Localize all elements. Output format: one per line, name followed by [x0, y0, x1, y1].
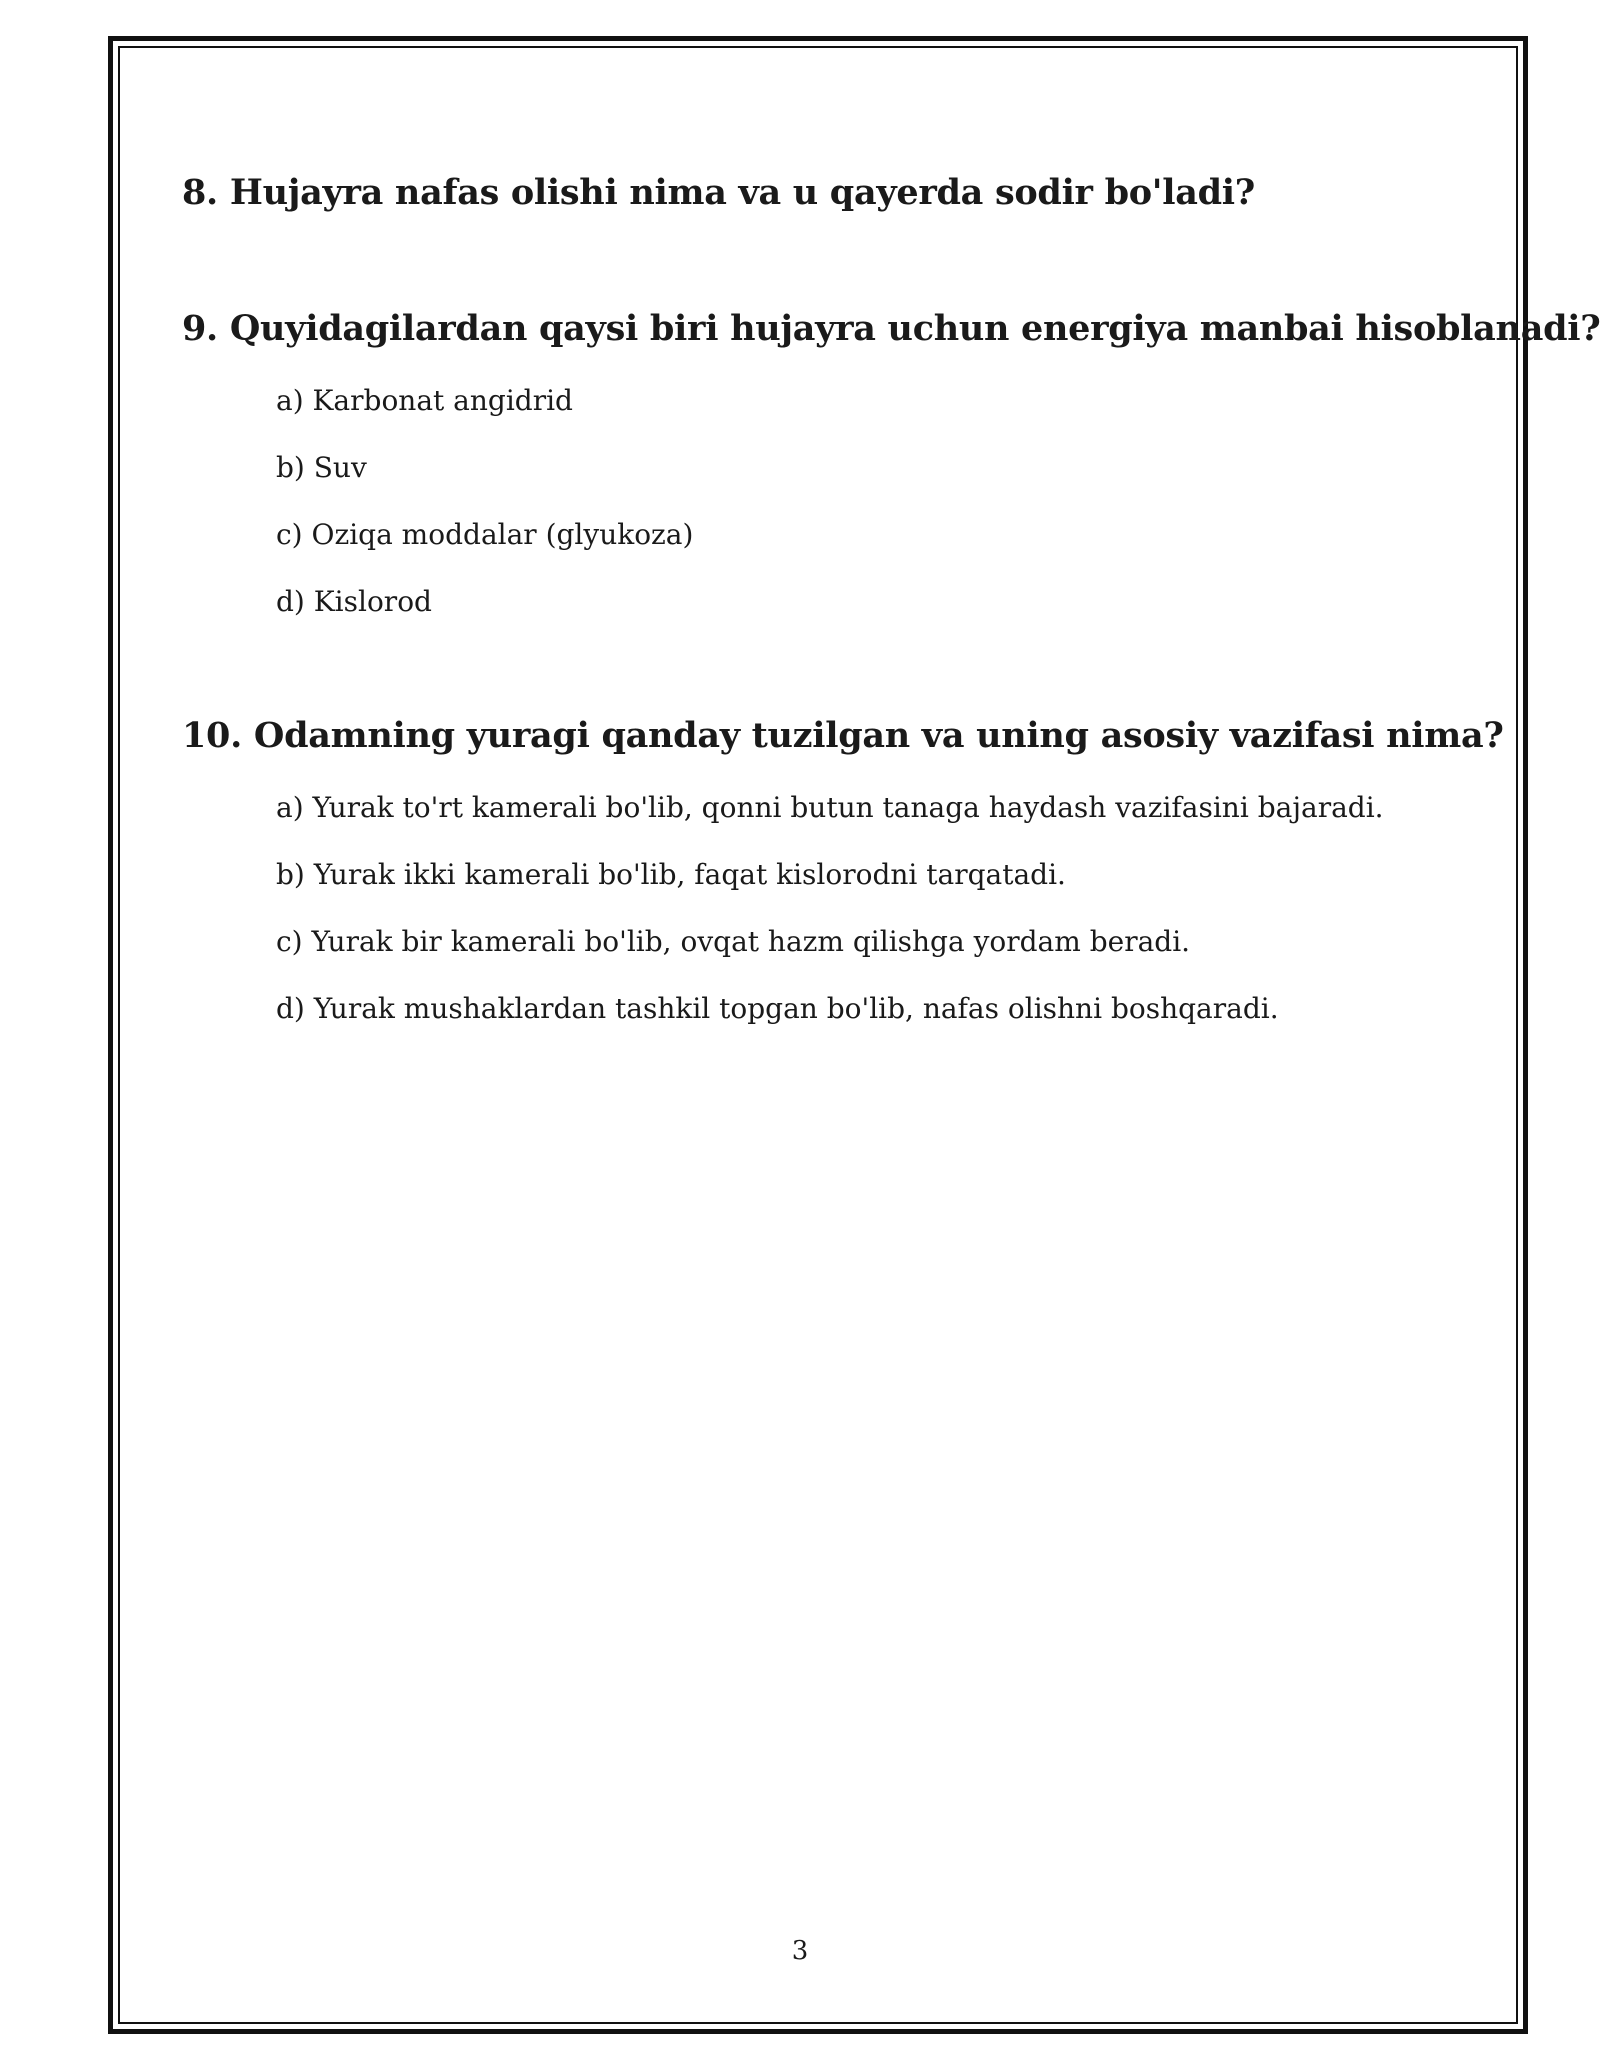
question-10-option-b: b) Yurak ikki kamerali bo'lib, faqat kislorodni tarqatadi.: [276, 858, 1066, 891]
question-10-option-a: a) Yurak to'rt kamerali bo'lib, qonni butun tanaga haydash vazifasini bajaradi.: [276, 791, 1384, 824]
question-9-option-b: b) Suv: [276, 451, 367, 484]
question-8: 8. Hujayra nafas olishi nima va u qayerda sodir bo'ladi?: [182, 172, 1255, 213]
question-9: 9. Quyidagilardan qaysi biri hujayra uchun energiya manbai hisoblanadi?: [182, 308, 1600, 349]
question-10: 10. Odamning yuragi qanday tuzilgan va uning asosiy vazifasi nima?: [182, 715, 1504, 756]
question-9-option-d: d) Kislorod: [276, 585, 432, 618]
question-10-option-c: c) Yurak bir kamerali bo'lib, ovqat hazm qilishga yordam beradi.: [276, 925, 1191, 958]
question-9-option-a: a) Karbonat angidrid: [276, 384, 573, 417]
question-10-option-d: d) Yurak mushaklardan tashkil topgan bo'lib, nafas olishni boshqaradi.: [276, 992, 1279, 1025]
question-9-option-c: c) Oziqa moddalar (glyukoza): [276, 518, 694, 551]
page-number: 3: [791, 1936, 809, 1966]
